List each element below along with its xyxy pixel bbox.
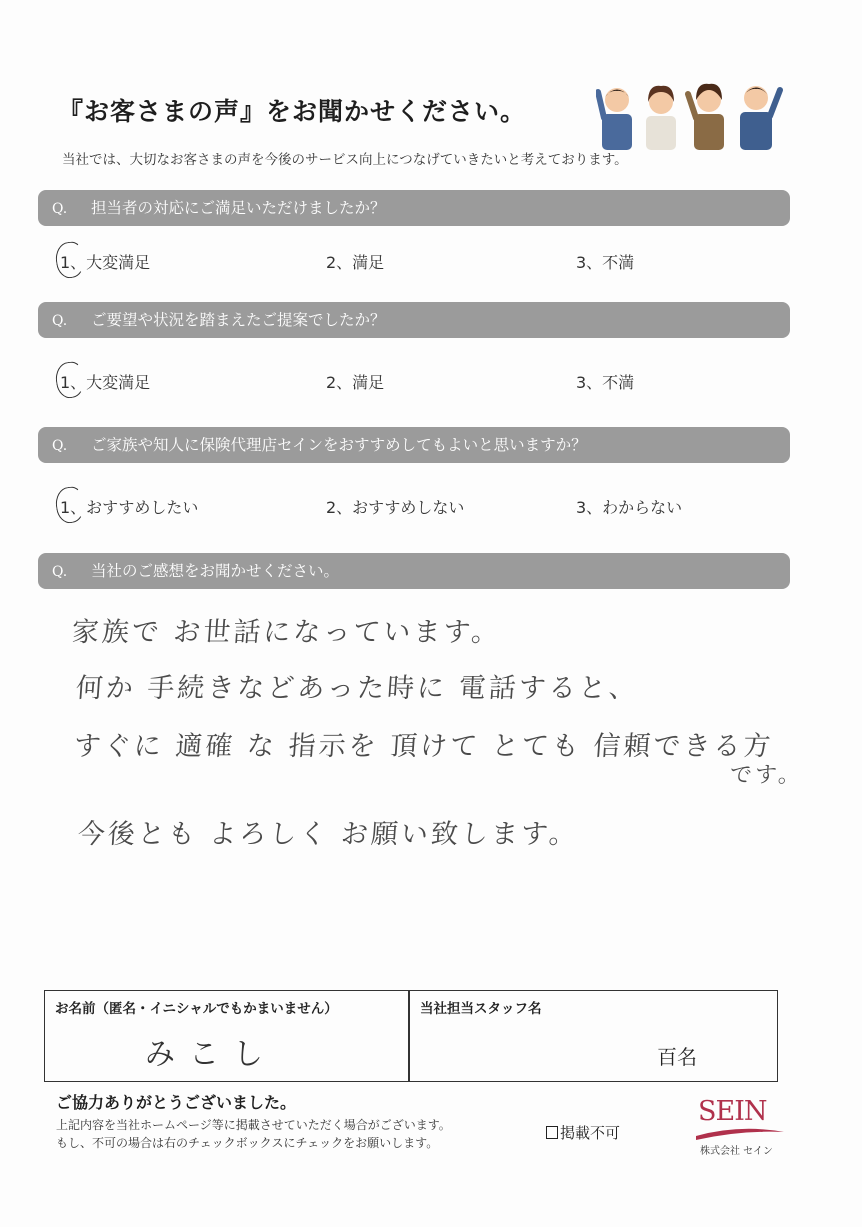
q1-option-3[interactable]: 3、不満 bbox=[576, 253, 635, 272]
customer-name-field[interactable]: みこし bbox=[145, 1037, 277, 1072]
person-1 bbox=[598, 88, 632, 150]
no-post-label: 掲載不可 bbox=[560, 1124, 621, 1142]
no-post-checkbox[interactable] bbox=[546, 1126, 558, 1139]
name-box bbox=[44, 990, 778, 1082]
person-3 bbox=[688, 84, 724, 150]
q1-option-2[interactable]: 2、満足 bbox=[326, 253, 385, 272]
question-1-bar bbox=[38, 190, 790, 226]
question-3-options bbox=[48, 495, 768, 525]
no-post-option[interactable] bbox=[546, 1122, 620, 1143]
staff-name-label: 当社担当スタッフ名 bbox=[420, 1001, 542, 1017]
selected-circle-mark bbox=[54, 360, 87, 400]
question-3-bar bbox=[38, 427, 790, 463]
q3-option-3[interactable]: 3、わからない bbox=[576, 498, 683, 517]
intro-text: 当社では、大切なお客さまの声を今後のサービス向上につなげていきたいと考えております。 bbox=[62, 152, 628, 168]
customer-name-label: お名前（匿名・イニシャルでもかまいません） bbox=[55, 1001, 338, 1017]
comment-line: です。 bbox=[728, 763, 804, 788]
publication-note-line-2: もし、不可の場合は右のチェックボックスにチェックをお願いします。 bbox=[56, 1136, 439, 1150]
staff-name-field[interactable]: 百名 bbox=[657, 1045, 697, 1069]
comment-line: 今後とも よろしく お願い致します。 bbox=[76, 819, 580, 850]
person-4 bbox=[740, 86, 780, 150]
question-3-text: ご家族や知人に保険代理店セインをおすすめしてもよいと思いますか？ bbox=[90, 436, 587, 454]
question-mark: Q. bbox=[52, 313, 68, 329]
question-2-options bbox=[48, 370, 768, 400]
logo-swoosh-icon bbox=[694, 1126, 786, 1140]
selected-circle-mark bbox=[54, 485, 87, 525]
question-mark: Q. bbox=[52, 438, 68, 454]
q3-option-1[interactable]: 1、おすすめしたい bbox=[60, 495, 198, 518]
q2-option-1[interactable]: 1、大変満足 bbox=[60, 370, 150, 393]
name-box-divider bbox=[408, 991, 410, 1081]
question-1-options bbox=[48, 250, 768, 280]
q2-option-2[interactable]: 2、満足 bbox=[326, 373, 385, 392]
comment-line: 家族で お世話になっています。 bbox=[70, 617, 503, 648]
logo-wordmark: SEIN bbox=[698, 1096, 767, 1127]
question-mark: Q. bbox=[52, 201, 68, 217]
page-title: 『お客さまの声』をお聞かせください。 bbox=[58, 97, 527, 126]
comment-line: すぐに 適確 な 指示を 頂けて とても 信頼できる方 bbox=[72, 731, 775, 762]
question-4-bar bbox=[38, 553, 790, 589]
q2-option-3[interactable]: 3、不満 bbox=[576, 373, 635, 392]
company-logo bbox=[694, 1096, 786, 1162]
question-2-text: ご要望や状況を踏まえたご提案でしたか？ bbox=[90, 311, 386, 329]
question-4-text: 当社のご感想をお聞かせください。 bbox=[90, 562, 339, 580]
question-1-text: 担当者の対応にご満足いただけましたか？ bbox=[90, 199, 386, 217]
publication-note-line-1: 上記内容を当社ホームページ等に掲載させていただく場合がございます。 bbox=[56, 1118, 451, 1132]
thanks-heading: ご協力ありがとうございました。 bbox=[56, 1093, 297, 1112]
selected-circle-mark bbox=[54, 240, 87, 280]
staff-illustration bbox=[596, 70, 786, 150]
q3-option-2[interactable]: 2、おすすめしない bbox=[326, 498, 465, 517]
logo-company-name: 株式会社 セイン bbox=[700, 1146, 773, 1157]
person-2 bbox=[646, 86, 676, 150]
question-mark: Q. bbox=[52, 564, 68, 580]
comment-line: 何か 手続きなどあった時に 電話すると、 bbox=[74, 673, 640, 704]
question-2-bar bbox=[38, 302, 790, 338]
q1-option-1[interactable]: 1、大変満足 bbox=[60, 250, 150, 273]
